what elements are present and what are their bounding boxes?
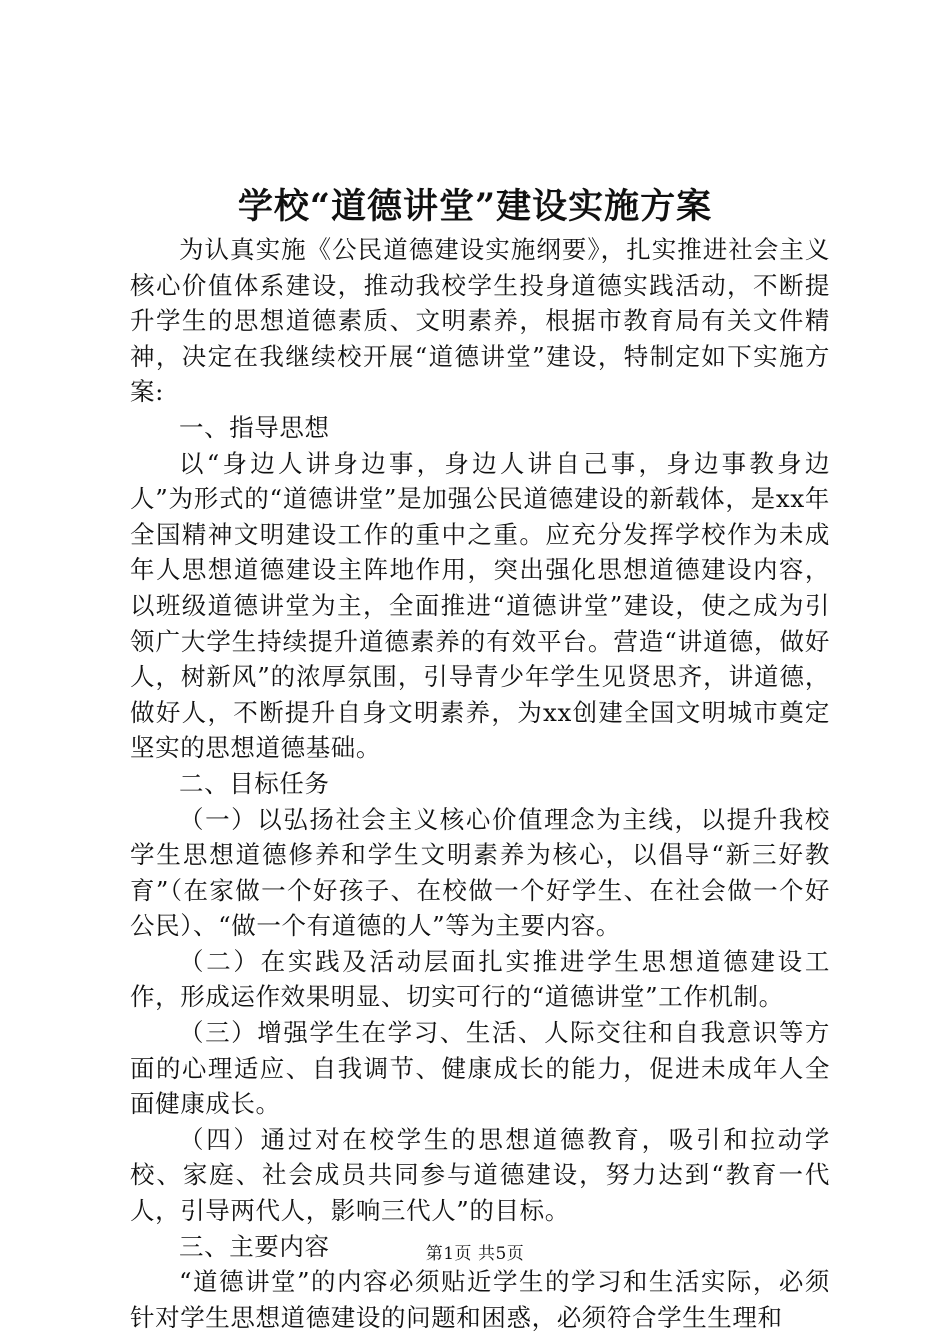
section-heading-main-content: 三、主要内容 xyxy=(179,1231,330,1261)
goal-item-3: （三）增强学生在学习、生活、人际交往和自我意识等方面的心理适应、自我调节、健康成长的能力，促进未成年人全面健康成长。 xyxy=(130,1018,830,1119)
guiding-ideology-paragraph: 以“身边人讲身边事，身边人讲自己事，身边事教身边人”为形式的“道德讲堂”是加强公民道德建设的新载体，是xx年全国精神文明建设工作的重中之重。应充分发挥学校作为未成年人思想道德建设主阵地作用，突出强化思想道德建设内容，以班级道德讲堂为主，全面推进“道德讲堂”建设，使之成为引领广大学生持续提升道德素养的有效平台。营造“讲道德，做好人，树新风”的浓厚氛围，引导青少年学生见贤思齐，讲道德，做好人，不断提升自身文明素养，为xx创建全国文明城市奠定坚实的思想道德基础。 xyxy=(130,448,830,763)
document-body xyxy=(130,232,830,1335)
section-heading-guiding-ideology: 一、指导思想 xyxy=(179,412,330,442)
main-content-paragraph: “道德讲堂”的内容必须贴近学生的学习和生活实际，必须针对学生思想道德建设的问题和困惑，必须符合学生生理和 xyxy=(130,1267,830,1332)
document-title: 学校“道德讲堂”建设实施方案 xyxy=(237,186,713,227)
section-heading-goals: 二、目标任务 xyxy=(179,768,330,798)
goal-item-2: （二）在实践及活动层面扎实推进学生思想道德建设工作，形成运作效果明显、切实可行的“道德讲堂”工作机制。 xyxy=(130,946,830,1012)
goal-item-1: （一）以弘扬社会主义核心价值理念为主线，以提升我校学生思想道德修养和学生文明素养为核心，以倡导“新三好教育”（在家做一个好孩子、在校做一个好学生、在社会做一个好公民）、“做一个有道德的人”等为主要内容。 xyxy=(130,804,830,941)
goal-item-4: （四）通过对在校学生的思想道德教育，吸引和拉动学校、家庭、社会成员共同参与道德建设，努力达到“教育一代人，引导两代人，影响三代人”的目标。 xyxy=(130,1124,830,1226)
page-footer: 第1页 共5页 xyxy=(425,1244,525,1264)
intro-paragraph: 为认真实施《公民道德建设实施纲要》，扎实推进社会主义核心价值体系建设，推动我校学生投身道德实践活动，不断提升学生的思想道德素质、文明素养，根据市教育局有关文件精神，决定在我继续校开展“道德讲堂”建设，特制定如下实施方案: xyxy=(130,235,830,407)
